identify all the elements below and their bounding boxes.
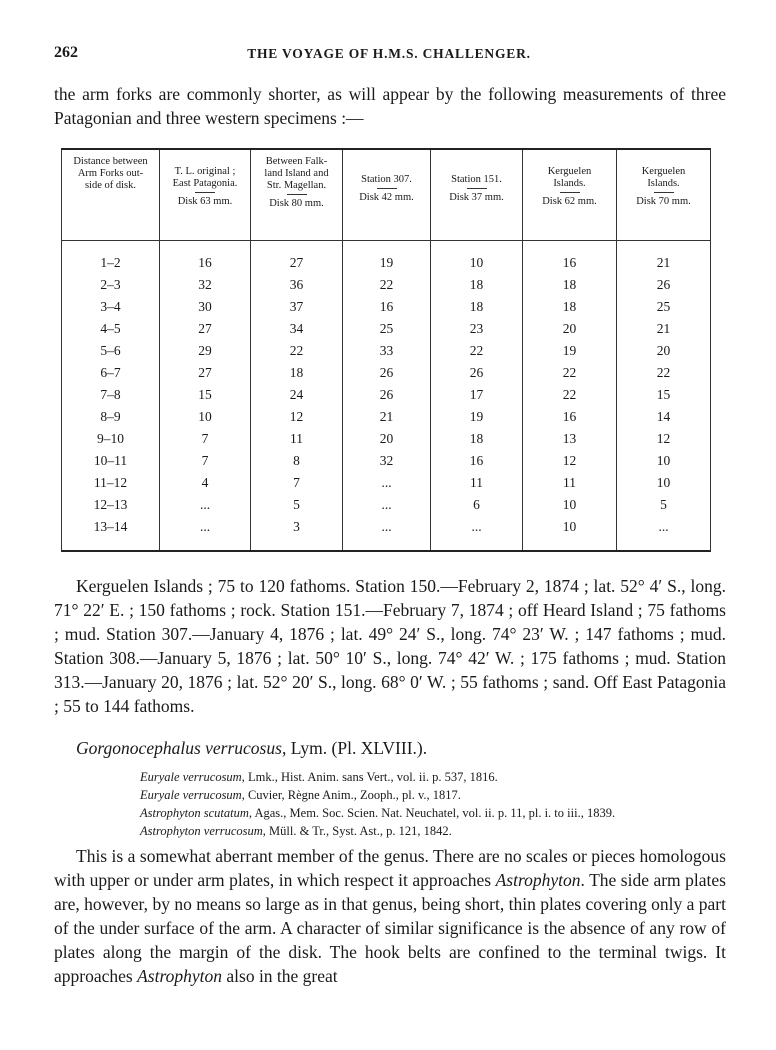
measurement-cell: 10 [198,409,212,424]
measurement-cell: 25 [656,299,671,314]
distance-cell: 1–2 [100,255,121,270]
column-header-line: side of disk. [84,180,137,191]
description-text-1: This is a somewhat aberrant member of the genus. There are no scales or pieces homologous with upper or under arm plates, in which respect it approaches [54,846,726,890]
synonym-ref: , Agas., Mem. Soc. Scien. Nat. Neuchatel, vol. ii. p. 11, pl. i. to iii., 1839. [248,806,616,820]
column-header-line: Str. Magellan. [266,180,327,191]
measurement-cell: 22 [289,343,304,358]
synonym-entry [140,786,615,804]
column-header [251,156,342,236]
distance-cell: 2–3 [100,277,121,292]
measurement-cell: 19 [469,409,484,424]
measurement-cell: 26 [656,277,671,292]
header-rule [195,192,215,193]
header-rule [287,194,307,195]
measurements-table [61,148,711,552]
running-title: THE VOYAGE OF H.M.S. CHALLENGER. [247,46,531,61]
measurement-cell: 26 [379,387,394,402]
measurement-cell: 10 [656,453,671,468]
table-column [343,150,431,550]
table-column [523,150,617,550]
measurement-cell: 20 [562,321,577,336]
description-paragraph [54,844,726,988]
measurement-cell: ... [381,519,392,534]
header-separator [617,240,710,241]
synonym-name: Astrophyton verrucosum [140,824,263,838]
measurement-cell: ... [199,519,211,534]
measurement-cell: 10 [656,475,671,490]
disk-size-label: Disk 62 mm. [542,196,597,207]
measurement-cell: 22 [469,343,484,358]
measurement-cell: 26 [379,365,394,380]
description-text-2: . The side arm plates are, however, by no means so large as in that genus, being short, thin plates covering only a part of the under surface of the arm. A character of similar significance is the absence of any row of plates along the margin of the disk. The hook belts are confined to the terminal twigs. It approaches [54,870,726,986]
measurement-cell: 20 [379,431,394,446]
column-header-line: Arm Forks out- [77,168,144,179]
distance-cell: 6–7 [100,365,121,380]
measurement-cell: 5 [660,497,667,512]
column-cells [251,252,342,538]
header-rule [560,192,580,193]
distance-cell: 9–10 [97,431,124,446]
header-separator [523,240,616,241]
measurement-cell: 18 [289,365,304,380]
measurement-cell: 16 [198,255,212,270]
page-number: 262 [54,44,78,61]
column-cells [523,252,616,538]
localities-text: Kerguelen Islands ; 75 to 120 fathoms. Station 150.—February 2, 1874 ; lat. 52° 4′ S., long. 71° 22′ E. ; 150 fathoms ; rock. Station 151.—February 7, 1874 ; off Heard Island ; 75 fathoms ; mud. Station 307.—January 4, 1876 ; lat. 49° 24′ S., long. 74° 23′ W. ; 147 fathoms ; mud. Station 308.—January 5, 1876 ; lat. 50° 10′ S., long. 74° 42′ W. ; 175 fathoms ; mud. Station 313.—January 20, 1876 ; lat. 52° 20′ S., long. 68° 0′ W. ; 55 fathoms ; sand. Off East Patagonia ; 55 to 144 fathoms. [54,576,726,716]
column-header [343,174,430,254]
column-header [62,156,159,236]
column-header-line: Station 307. [361,174,412,185]
measurement-cell: 29 [198,343,212,358]
measurement-cell: 18 [469,277,484,292]
header-separator [160,240,250,241]
table-column [251,150,343,550]
measurement-cell: ... [381,497,392,512]
measurement-cell: 10 [562,519,577,534]
synonym-ref: , Cuvier, Règne Anim., Zooph., pl. v., 1817. [241,788,461,802]
measurement-cell: 32 [198,277,212,292]
column-header-line: T. L. original ; [174,166,236,177]
column-header-line: Kerguelen [547,166,592,177]
column-cells [431,252,522,538]
measurement-cell: 27 [198,365,212,380]
measurement-cell: 27 [198,321,212,336]
measurement-cell: 4 [201,475,209,490]
distance-cell: 10–11 [93,453,128,468]
distance-cell: 3–4 [100,299,121,314]
table-column [62,150,160,550]
table-column [617,150,710,550]
measurement-cell: 22 [379,277,394,292]
measurement-cell: 23 [469,321,484,336]
species-authority: , Lym. (Pl. XLVIII.). [281,738,428,758]
measurement-cell: 20 [656,343,671,358]
header-separator [343,240,430,241]
synonym-name: Euryale verrucosum [140,770,242,784]
distance-cell: 4–5 [100,321,121,336]
header-separator [251,240,342,241]
measurement-cell: 21 [656,321,671,336]
header-rule [467,188,487,189]
intro-paragraph: the arm forks are commonly shorter, as will appear by the following measurements of three Patagonian and three western specimens :— [54,84,726,128]
distance-cell: 12–13 [93,497,128,512]
column-header-line: East Patagonia. [172,178,238,189]
synonym-name: Astrophyton scutatum [140,806,249,820]
measurement-cell: ... [471,519,482,534]
measurement-cell: 12 [289,409,304,424]
measurement-cell: 33 [379,343,394,358]
distance-cell: 5–6 [100,343,121,358]
measurement-cell: 12 [656,431,671,446]
column-cells [617,252,710,538]
measurement-cell: 18 [562,299,577,314]
measurement-cell: 6 [473,497,480,512]
disk-size-label: Disk 80 mm. [269,198,324,209]
measurement-cell: 32 [379,453,394,468]
column-header [431,174,522,254]
measurement-cell: 8 [293,453,300,468]
column-header-line: land Island and [264,168,329,179]
column-cells [62,252,159,538]
column-header [523,166,616,246]
distance-cell: 7–8 [100,387,121,402]
measurement-cell: 3 [293,519,300,534]
synonym-entry [140,822,615,840]
synonym-name: Euryale verrucosum [140,788,242,802]
measurement-cell: 27 [289,255,304,270]
column-cells [160,252,250,538]
column-header-line: Kerguelen [641,166,686,177]
measurement-cell: 13 [562,431,577,446]
measurement-cell: 17 [469,387,484,402]
description-text-3: also in the great [222,966,338,986]
page-header [54,44,724,68]
table-column [160,150,251,550]
measurement-cell: 7 [201,431,209,446]
measurement-cell: 18 [469,299,484,314]
measurement-cell: 19 [379,255,394,270]
measurement-cell: 12 [562,453,577,468]
header-rule [377,188,397,189]
column-cells [343,252,430,538]
measurement-cell: ... [199,497,211,512]
disk-size-label: Disk 42 mm. [359,192,414,203]
synonym-entry [140,804,615,822]
measurement-cell: 22 [562,387,577,402]
measurement-cell: 16 [379,299,394,314]
measurement-cell: 10 [469,255,484,270]
measurement-cell: 16 [562,409,577,424]
measurement-cell: 25 [379,321,394,336]
disk-size-label: Disk 63 mm. [177,196,233,207]
measurement-cell: 18 [562,277,577,292]
synonym-entry [140,768,615,786]
measurement-cell: 22 [656,365,671,380]
measurement-cell: 21 [656,255,671,270]
column-header-line: Islands. [647,178,680,189]
column-header-line: Between Falk- [265,156,328,167]
header-rule [654,192,674,193]
measurement-cell: 18 [469,431,484,446]
disk-size-label: Disk 70 mm. [636,196,691,207]
genus-name: Astrophyton [495,870,581,890]
measurement-cell: 24 [289,387,304,402]
measurement-cell: 16 [562,255,577,270]
measurement-cell: 5 [293,497,300,512]
genus-name: Astrophyton [137,966,222,986]
species-heading [76,738,427,759]
column-header-line: Distance between [73,156,148,167]
measurement-cell: 7 [201,453,209,468]
measurement-cell: 26 [469,365,484,380]
measurement-cell: 14 [656,409,671,424]
measurement-cell: 21 [379,409,394,424]
measurement-cell: 16 [469,453,484,468]
disk-size-label: Disk 37 mm. [449,192,504,203]
column-header [617,166,710,246]
synonym-ref: , Müll. & Tr., Syst. Ast., p. 121, 1842. [262,824,452,838]
measurement-cell: 22 [562,365,577,380]
distance-cell: 8–9 [100,409,121,424]
column-header-line: Islands. [553,178,586,189]
measurement-cell: 15 [198,387,212,402]
synonymy-list [140,768,615,840]
measurement-cell: 15 [656,387,671,402]
distance-cell: 11–12 [93,475,128,490]
localities-paragraph [54,574,726,718]
measurement-cell: 37 [289,299,304,314]
measurement-cell: 36 [289,277,304,292]
measurement-cell: ... [381,475,392,490]
measurement-cell: 11 [563,475,576,490]
measurement-cell: 7 [293,475,300,490]
measurement-cell: 11 [290,431,303,446]
column-header [160,166,250,246]
synonym-ref: , Lmk., Hist. Anim. sans Vert., vol. ii. p. 537, 1816. [241,770,498,784]
header-separator [431,240,522,241]
distance-cell: 13–14 [93,519,128,534]
header-separator [62,240,159,241]
column-header-line: Station 151. [451,174,502,185]
table-column [431,150,523,550]
measurement-cell: 10 [562,497,577,512]
measurement-cell: 34 [289,321,304,336]
measurement-cell: 11 [470,475,483,490]
measurement-cell: ... [658,519,669,534]
measurement-cell: 30 [198,299,212,314]
species-name: Gorgonocephalus verrucosus [76,738,282,758]
measurement-cell: 19 [562,343,577,358]
